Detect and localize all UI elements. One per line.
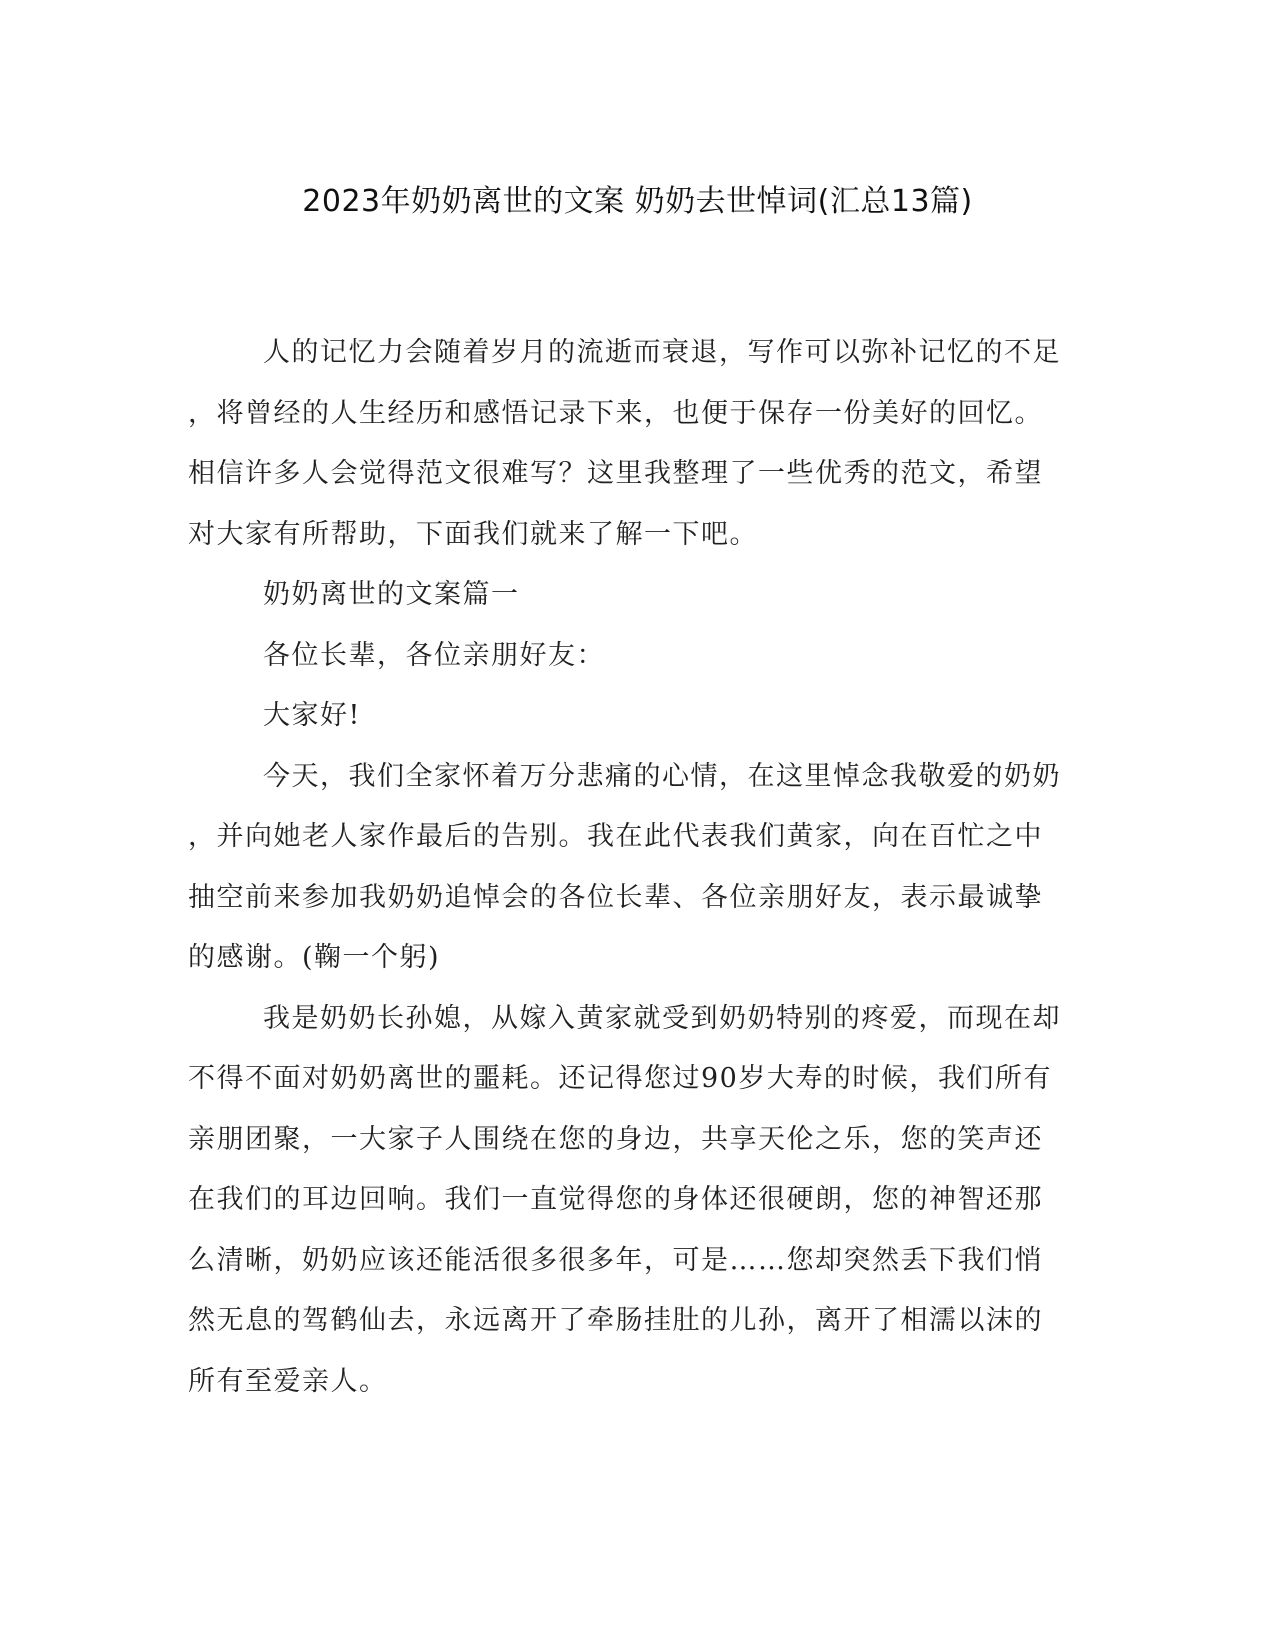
text-line: 不得不面对奶奶离世的噩耗。还记得您过90岁大寿的时候，我们所有 (188, 1063, 1052, 1094)
text-line: 抽空前来参加我奶奶追悼会的各位长辈、各位亲朋好友，表示最诚挚 (188, 881, 1043, 913)
text-line: 的感谢。(鞠一个躬) (188, 942, 441, 973)
text-line: 各位长辈，各位亲朋好友： (263, 639, 605, 671)
text-line: 人的记忆力会随着岁月的流逝而衰退，写作可以弥补记忆的不足 (263, 337, 1061, 368)
text-line: 奶奶离世的文案篇一 (263, 579, 520, 610)
text-line: 亲朋团聚，一大家子人围绕在您的身边，共享天伦之乐，您的笑声还 (188, 1123, 1043, 1155)
text-line: 么清晰，奶奶应该还能活很多很多年，可是……您却突然丢下我们悄 (188, 1244, 1043, 1276)
text-line: 我是奶奶长孙媳，从嫁入黄家就受到奶奶特别的疼爱，而现在却 (263, 1002, 1061, 1034)
text-line: 对大家有所帮助，下面我们就来了解一下吧。 (188, 518, 758, 550)
text-line: 今天，我们全家怀着万分悲痛的心情，在这里悼念我敬爱的奶奶 (263, 760, 1061, 792)
text-line: 相信许多人会觉得范文很难写？这里我整理了一些优秀的范文，希望 (188, 458, 1043, 489)
text-line: 大家好! (263, 700, 361, 731)
text-line: ，将曾经的人生经历和感悟记录下来，也便于保存一份美好的回忆。 (188, 397, 1043, 429)
text-line: 在我们的耳边回响。我们一直觉得您的身体还很硬朗，您的神智还那 (188, 1184, 1043, 1215)
text-line: 然无息的驾鹤仙去，永远离开了牵肠挂肚的儿孙，离开了相濡以沫的 (188, 1305, 1043, 1336)
text-line: 所有至爱亲人。 (188, 1365, 388, 1397)
document-body (188, 323, 1068, 1412)
text-line: ，并向她老人家作最后的告别。我在此代表我们黄家，向在百忙之中 (188, 821, 1043, 852)
document-title: 2023年奶奶离世的文案 奶奶去世悼词(汇总13篇) (302, 184, 973, 219)
